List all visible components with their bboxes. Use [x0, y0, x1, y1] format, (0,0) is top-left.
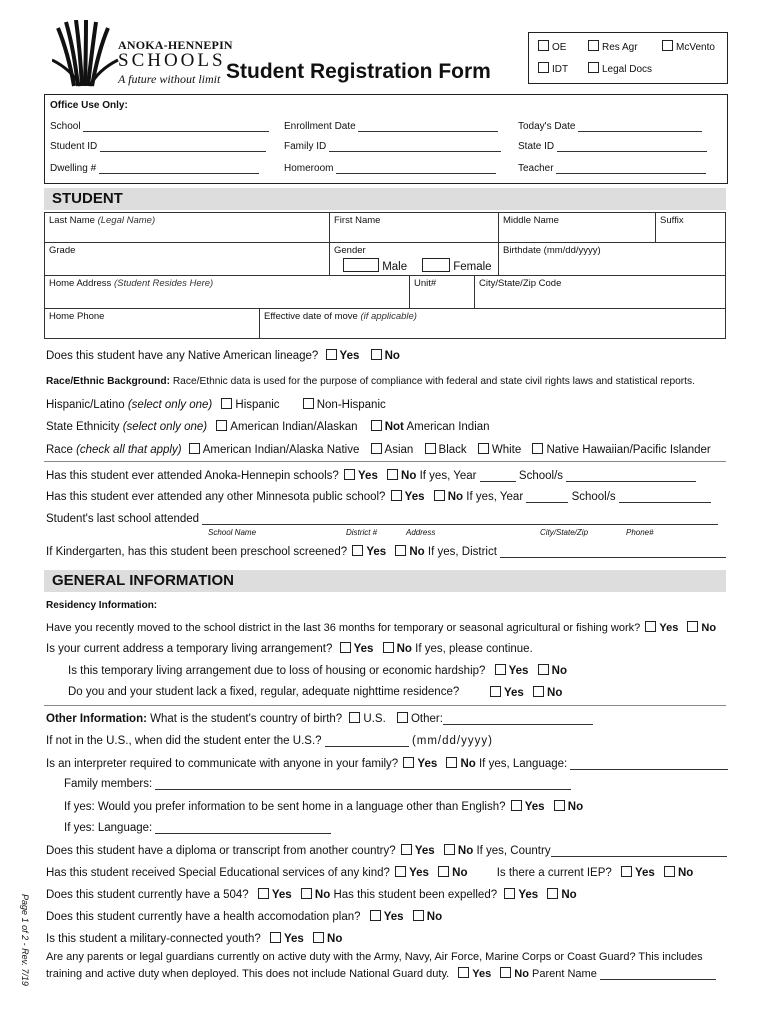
checkbox-icon[interactable]: [554, 800, 565, 811]
page-title: Student Registration Form: [226, 60, 491, 83]
sub-label-address: Address: [406, 528, 436, 537]
office-student-id-field[interactable]: Student ID: [50, 140, 266, 152]
checkbox-icon[interactable]: [645, 621, 656, 632]
effective-date-field[interactable]: Effective date of move (if applicable): [259, 308, 726, 339]
fixed-residence-options: Yes No: [490, 686, 562, 699]
city-state-zip-field[interactable]: City/State/Zip Code: [474, 275, 726, 309]
checkbox-icon[interactable]: [189, 443, 200, 454]
office-use-label: Office Use Only:: [50, 100, 128, 111]
checkbox-icon[interactable]: [532, 443, 543, 454]
district-logo-icon: [52, 20, 120, 90]
checkbox-icon[interactable]: [413, 910, 424, 921]
last-name-field[interactable]: Last Name (Legal Name): [44, 212, 330, 243]
mcvento-checkbox[interactable]: McVento: [662, 40, 715, 53]
office-state-id-field[interactable]: State ID: [518, 140, 707, 152]
last-school-field[interactable]: Student's last school attended: [46, 513, 718, 525]
checkbox-icon[interactable]: [504, 888, 515, 899]
checkbox-icon[interactable]: [395, 545, 406, 556]
fixed-residence-question: Do you and your student lack a fixed, regular, adequate nighttime residence?: [68, 686, 460, 698]
birth-country-question: Other Information: What is the student's country of birth? U.S. Other:: [46, 712, 593, 725]
language-preference-question: If yes: Would you prefer information to be sent home in a language other than English? Yes No: [64, 801, 584, 813]
res-agr-checkbox[interactable]: Res Agr: [588, 40, 638, 53]
office-school-field[interactable]: School: [50, 120, 269, 132]
checkbox-icon[interactable]: [458, 967, 469, 978]
checkbox-icon[interactable]: [444, 844, 455, 855]
native-lineage-question: Does this student have any Native American lineage? Yes No: [46, 350, 400, 362]
checkbox-icon: [662, 40, 673, 51]
checkbox-icon[interactable]: [344, 469, 355, 480]
checkbox-icon[interactable]: [303, 398, 314, 409]
diploma-question: Does this student have a diploma or transcript from another country? Yes No If yes, Country: [46, 844, 727, 857]
checkbox-icon[interactable]: [221, 398, 232, 409]
student-section-heading: STUDENT: [44, 188, 726, 210]
race-ethnic-note: Race/Ethnic Background: Race/Ethnic data is used for the purpose of compliance with federal and state civil rights laws and statistical reports.: [46, 376, 695, 387]
office-today-field[interactable]: Today's Date: [518, 120, 702, 132]
checkbox-icon[interactable]: [621, 866, 632, 877]
checkbox-icon[interactable]: [547, 888, 558, 899]
moved-question: Have you recently moved to the school district in the last 36 months for temporary or seasonal agricultural or fishing work? Yes No: [46, 622, 717, 634]
home-phone-field[interactable]: Home Phone: [44, 308, 260, 339]
checkbox-icon[interactable]: [438, 866, 449, 877]
checkbox-icon[interactable]: [434, 490, 445, 501]
checkbox-icon[interactable]: [395, 866, 406, 877]
kindergarten-question: If Kindergarten, has this student been preschool screened? Yes No If yes, District: [46, 545, 726, 558]
office-homeroom-field[interactable]: Homeroom: [284, 162, 496, 174]
checkbox-icon[interactable]: [495, 664, 506, 675]
section-504-question: Does this student currently have a 504? Yes No Has this student been expelled? Yes No: [46, 889, 577, 901]
checkbox-icon[interactable]: [401, 844, 412, 855]
preferred-language-field[interactable]: If yes: Language:: [64, 822, 331, 834]
checkbox-icon[interactable]: [403, 757, 414, 768]
hispanic-question: Hispanic/Latino (select only one) Hispanic Non-Hispanic: [46, 399, 386, 411]
checkbox-icon[interactable]: [500, 967, 511, 978]
mn-attended-question: Has this student ever attended any other Minnesota public school? Yes No If yes, Year School/s: [46, 490, 711, 503]
checkbox-icon[interactable]: [425, 443, 436, 454]
checkbox-icon[interactable]: [387, 469, 398, 480]
checkbox-icon[interactable]: [371, 420, 382, 431]
brand-line-1: ANOKA-HENNEPIN: [118, 38, 233, 52]
checkbox-icon[interactable]: [270, 932, 281, 943]
active-duty-question-line1: Are any parents or legal guardians currently on active duty with the Army, Navy, Air Force, Marine Corps or Coast Guard? This includes: [46, 951, 703, 963]
brand-tagline: A future without limit: [118, 72, 221, 86]
checkbox-icon[interactable]: [371, 349, 382, 360]
unit-field[interactable]: Unit#: [409, 275, 475, 309]
sub-label-school-name: School Name: [208, 528, 257, 537]
oe-checkbox[interactable]: OE: [538, 40, 566, 53]
female-option[interactable]: Female: [422, 258, 492, 273]
suffix-field[interactable]: Suffix: [655, 212, 726, 243]
checkbox-icon[interactable]: [490, 686, 501, 697]
checkbox-icon: [343, 258, 379, 272]
checkbox-icon[interactable]: [258, 888, 269, 899]
office-teacher-field[interactable]: Teacher: [518, 162, 706, 174]
checkbox-icon[interactable]: [538, 664, 549, 675]
state-ethnicity-question: State Ethnicity (select only one) American Indian/Alaskan Not American Indian: [46, 421, 490, 433]
checkbox-icon[interactable]: [533, 686, 544, 697]
checkbox-icon[interactable]: [371, 443, 382, 454]
sub-label-city: City/State/Zip: [540, 528, 589, 537]
health-plan-question: Does this student currently have a health accomodation plan? Yes No: [46, 911, 443, 923]
checkbox-icon[interactable]: [397, 712, 408, 723]
sped-question: Has this student received Special Educational services of any kind? Yes No Is there a current IEP? Yes No: [46, 867, 694, 879]
brand-line-2: SCHOOLS: [118, 50, 226, 71]
checkbox-icon[interactable]: [352, 545, 363, 556]
first-name-field[interactable]: First Name: [329, 212, 499, 243]
general-section-heading: GENERAL INFORMATION: [44, 570, 726, 592]
temporary-question: Is your current address a temporary living arrangement? Yes No If yes, please continue.: [46, 643, 533, 655]
home-address-field[interactable]: Home Address (Student Resides Here): [44, 275, 410, 309]
residency-label: Residency Information:: [46, 600, 158, 611]
interpreter-question: Is an interpreter required to communicate with anyone in your family? Yes No If yes, Language:: [46, 757, 728, 770]
checkbox-icon[interactable]: [511, 800, 522, 811]
checkbox-icon: [422, 258, 450, 272]
checkbox-icon[interactable]: [383, 642, 394, 653]
checkbox-icon[interactable]: [313, 932, 324, 943]
checkbox-icon[interactable]: [349, 712, 360, 723]
legal-docs-checkbox[interactable]: Legal Docs: [588, 62, 652, 75]
gender-field: Gender: [329, 242, 499, 276]
sub-label-district: District #: [346, 528, 378, 537]
office-enrollment-field[interactable]: Enrollment Date: [284, 120, 498, 132]
checkbox-icon: [538, 40, 549, 51]
page-footer: Page 1 of 2 - Rev. 7/19: [20, 894, 30, 986]
checkbox-icon[interactable]: [446, 757, 457, 768]
checkbox-icon[interactable]: [301, 888, 312, 899]
checkbox-icon: [588, 62, 599, 73]
checkbox-icon[interactable]: [216, 420, 227, 431]
office-family-id-field[interactable]: Family ID: [284, 140, 501, 152]
checkbox-icon: [538, 62, 549, 73]
office-dwelling-field[interactable]: Dwelling #: [50, 162, 259, 174]
enter-us-question[interactable]: If not in the U.S., when did the student enter the U.S.? (mm/dd/yyyy): [46, 735, 493, 747]
checkbox-icon: [588, 40, 599, 51]
active-duty-question-line2: training and active duty when deployed. This does not include National Guard duty. Yes No Parent Name: [46, 967, 716, 980]
checkbox-icon[interactable]: [326, 349, 337, 360]
male-option[interactable]: Male: [343, 258, 407, 273]
checkbox-icon[interactable]: [370, 910, 381, 921]
divider: [44, 705, 726, 706]
checkbox-icon[interactable]: [687, 621, 698, 632]
checkbox-icon[interactable]: [478, 443, 489, 454]
idt-checkbox[interactable]: IDT: [538, 62, 568, 75]
checkbox-icon[interactable]: [664, 866, 675, 877]
checkbox-icon[interactable]: [391, 490, 402, 501]
loss-housing-question: Is this temporary living arrangement due to loss of housing or economic hardship? Yes No: [68, 665, 567, 677]
checkbox-icon[interactable]: [340, 642, 351, 653]
birthdate-field[interactable]: Birthdate (mm/dd/yyyy): [498, 242, 726, 276]
family-members-field[interactable]: Family members:: [64, 778, 571, 790]
race-question: Race (check all that apply) American Indian/Alaska Native Asian Black White Native Hawaiian/Pacific Islander: [46, 444, 711, 456]
grade-field[interactable]: Grade: [44, 242, 330, 276]
middle-name-field[interactable]: Middle Name: [498, 212, 656, 243]
divider: [44, 461, 726, 462]
sub-label-phone: Phone#: [626, 528, 654, 537]
ah-attended-question: Has this student ever attended Anoka-Hennepin schools? Yes No If yes, Year School/s: [46, 469, 696, 482]
military-question: Is this student a military-connected youth? Yes No: [46, 933, 343, 945]
